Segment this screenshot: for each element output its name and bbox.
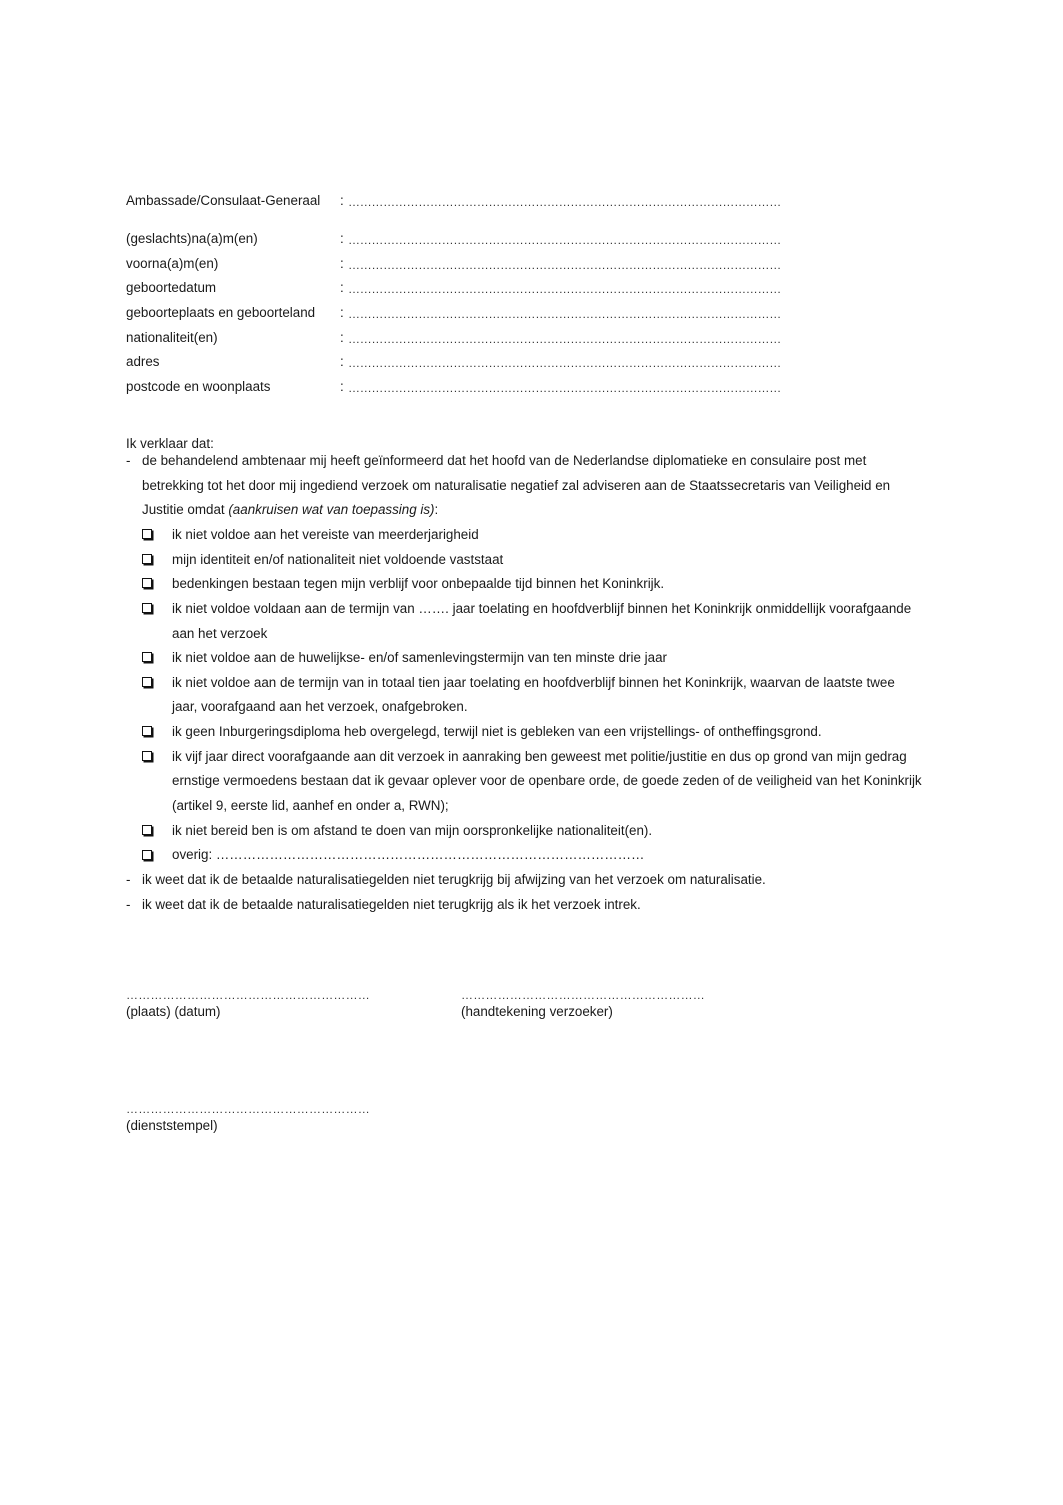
checkbox-marriage-term[interactable] (142, 652, 152, 662)
checkbox-integration-diploma[interactable] (142, 726, 152, 736)
checkbox-label: ik niet voldoe aan de termijn van in totaal tien jaar toelating en hoofdverblijf binnen het Koninkrijk, waarvan de laatste twee (172, 675, 895, 690)
field-colon: : (340, 379, 344, 394)
declaration-intro: Ik verklaar dat: (126, 436, 214, 451)
checkbox-renounce-nationality[interactable] (142, 825, 152, 835)
field-input-postcode[interactable]: ………………………………………………………………………………………………… (348, 381, 781, 395)
checkbox-minority[interactable] (142, 529, 152, 539)
field-input-nationality[interactable]: ………………………………………………………………………………………………… (348, 332, 781, 346)
field-input-birth-place[interactable]: ………………………………………………………………………………………………… (348, 307, 781, 321)
declaration-point-1-line-1: de behandelend ambtenaar mij heeft geïnformeerd dat het hoofd van de Nederlandse diplomatieke en consulaire post met (142, 453, 867, 468)
checkbox-label: (artikel 9, eerste lid, aanhef en onder a, RWN); (172, 798, 449, 813)
checkbox-label: ik niet voldoe aan de huwelijkse- en/of samenlevingstermijn van ten minste drie jaar (172, 650, 667, 665)
field-colon: : (340, 256, 344, 271)
field-colon: : (340, 330, 344, 345)
signature-applicant-label: (handtekening verzoeker) (461, 1004, 613, 1019)
checkbox-label-other: overig: …………………………………………………………………………………… (172, 847, 645, 862)
checkbox-label: ik niet voldoe voldaan aan de termijn van ……. jaar toelating en hoofdverblijf binnen het Koninkrijk onmiddellijk voorafgaande (172, 601, 912, 616)
checkbox-label: ik niet bereid ben is om afstand te doen van mijn oorspronkelijke nationaliteit(en). (172, 823, 653, 838)
field-colon: : (340, 305, 344, 320)
checkbox-residence-objections[interactable] (142, 578, 152, 588)
declaration-point-fees-withdrawal: ik weet dat ik de betaalde naturalisatiegelden niet terugkrijg als ik het verzoek intrek. (142, 897, 641, 912)
checkbox-label: bedenkingen bestaan tegen mijn verblijf voor onbepaalde tijd binnen het Koninkrijk. (172, 576, 665, 591)
checkbox-ten-year-term[interactable] (142, 677, 152, 687)
field-input-address[interactable]: ………………………………………………………………………………………………… (348, 356, 781, 370)
service-stamp-line[interactable]: …………………………………………………… (126, 1102, 370, 1116)
checkbox-label: ik vijf jaar direct voorafgaande aan dit verzoek in aanraking ben geweest met politie/justitie en dus op grond van mijn gedrag (172, 749, 907, 764)
field-label-surname: (geslachts)na(a)m(en) (126, 231, 258, 246)
checkbox-label: mijn identiteit en/of nationaliteit niet voldoende vaststaat (172, 552, 504, 567)
checkbox-label: aan het verzoek (172, 626, 268, 641)
field-input-birth-date[interactable]: ………………………………………………………………………………………………… (348, 282, 781, 296)
field-colon: : (340, 354, 344, 369)
field-colon: : (340, 193, 344, 208)
checkbox-label: ik niet voldoe aan het vereiste van meerderjarigheid (172, 527, 479, 542)
field-input-first-names[interactable]: ………………………………………………………………………………………………… (348, 258, 781, 272)
place-date-line[interactable]: …………………………………………………… (126, 988, 370, 1002)
field-label-nationality: nationaliteit(en) (126, 330, 218, 345)
field-label-first-names: voorna(a)m(en) (126, 256, 219, 271)
field-input-surname[interactable]: ………………………………………………………………………………………………… (348, 233, 781, 247)
field-label-birth-date: geboortedatum (126, 280, 217, 295)
checkbox-identity[interactable] (142, 554, 152, 564)
field-colon: : (340, 231, 344, 246)
field-colon: : (340, 280, 344, 295)
field-label-embassy: Ambassade/Consulaat-Generaal (126, 193, 321, 208)
checkbox-label: jaar, voorafgaand aan het verzoek, onafgebroken. (172, 699, 468, 714)
declaration-point-fees-rejection: ik weet dat ik de betaalde naturalisatiegelden niet terugkrijg bij afwijzing van het verzoek om naturalisatie. (142, 872, 766, 887)
signature-applicant-line[interactable]: …………………………………………………… (461, 988, 705, 1002)
checkbox-label: ik geen Inburgeringsdiploma heb overgelegd, terwijl niet is gebleken van een vrijstellings- of ontheffingsgrond. (172, 724, 822, 739)
field-label-birth-place: geboorteplaats en geboorteland (126, 305, 316, 320)
declaration-point-1-line-3: Justitie omdat (aankruisen wat van toepassing is): (142, 502, 439, 517)
checkbox-other[interactable] (142, 850, 152, 860)
service-stamp-label: (dienststempel) (126, 1118, 218, 1133)
dash-bullet: - (126, 453, 131, 468)
dash-bullet: - (126, 872, 131, 887)
declaration-point-1-line-2: betrekking tot het door mij ingediend verzoek om naturalisatie negatief zal adviseren aan de Staatssecretaris van Veiligheid en (142, 478, 891, 493)
dash-bullet: - (126, 897, 131, 912)
field-label-address: adres (126, 354, 160, 369)
field-input-embassy[interactable]: ………………………………………………………………………………………………… (348, 195, 781, 209)
checkbox-label: ernstige vermoedens bestaan dat ik gevaar oplever voor de openbare orde, de goede zeden of de veiligheid van het Koninkrijk (172, 773, 922, 788)
place-date-label: (plaats) (datum) (126, 1004, 221, 1019)
checkbox-police-justice[interactable] (142, 751, 152, 761)
checkbox-residence-term[interactable] (142, 603, 152, 613)
field-label-postcode: postcode en woonplaats (126, 379, 271, 394)
